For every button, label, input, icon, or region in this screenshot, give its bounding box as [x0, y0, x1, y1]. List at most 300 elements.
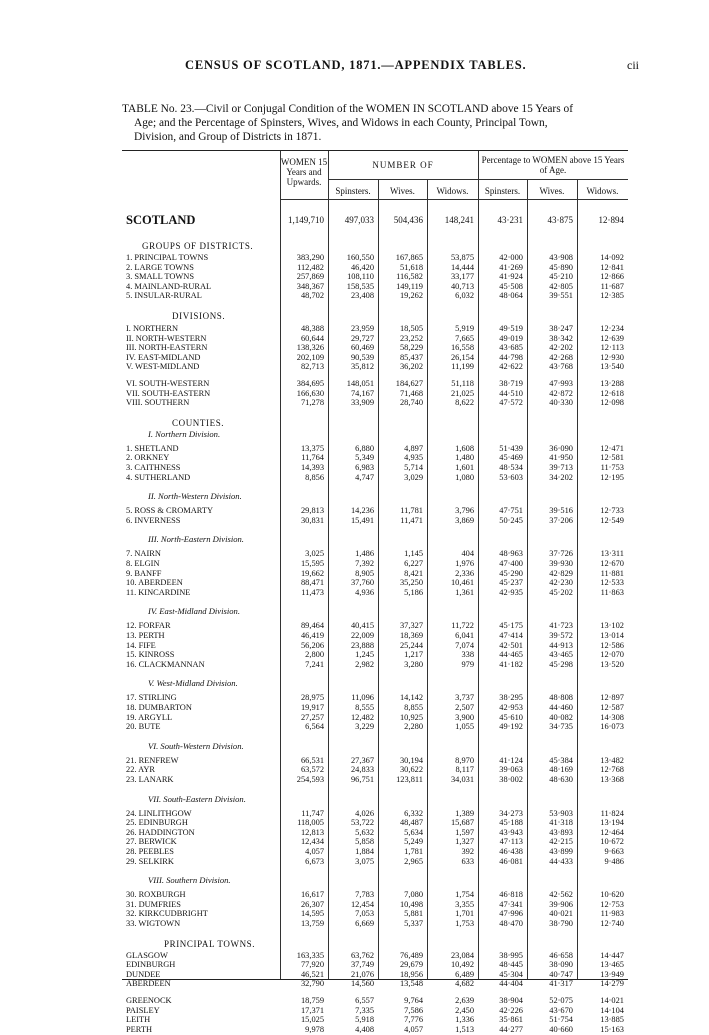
row-value: 48·630: [549, 775, 573, 784]
row-value: 82,713: [300, 362, 324, 372]
row-value: 11·753: [600, 463, 624, 472]
row-value: 8,970: [455, 755, 474, 765]
row-value: 6,041: [455, 631, 474, 640]
row-value: 46·438: [499, 847, 523, 856]
row-value: 45·610: [499, 712, 523, 722]
row-label: 24. LINLITHGOW: [126, 808, 192, 818]
row-value: 47·572: [499, 398, 523, 408]
row-value: 48·534: [499, 463, 523, 472]
table-row: [122, 713, 628, 723]
header-women: WOMEN 15 Years and Upwards.: [280, 157, 328, 187]
row-value: 392: [461, 847, 474, 856]
row-value: 34,031: [450, 775, 474, 784]
row-value: 1,217: [404, 650, 423, 660]
table-row: [122, 559, 628, 569]
row-value: 30,622: [399, 765, 423, 775]
row-value: 13·014: [600, 631, 624, 640]
row-value: 23,959: [350, 324, 374, 333]
row-label: 10. ABERDEEN: [126, 578, 183, 588]
row-value: 26,307: [300, 899, 324, 909]
row-value: 12·587: [600, 703, 624, 712]
table-row: [122, 919, 628, 929]
row-value: 44·460: [549, 703, 573, 712]
row-value: 116,582: [396, 272, 423, 282]
row-value: 2,639: [455, 996, 474, 1005]
row-value: 39·713: [549, 463, 573, 472]
row-value: 53·603: [499, 472, 523, 482]
row-value: 5,919: [455, 324, 474, 333]
page-title: CENSUS OF SCOTLAND, 1871.—APPENDIX TABLES.: [185, 58, 527, 72]
row-value: 45·237: [499, 578, 523, 588]
row-value: 38·247: [549, 324, 573, 333]
row-value: 158,535: [346, 281, 374, 291]
row-label: DUNDEE: [126, 969, 161, 979]
row-value: 37·726: [549, 549, 573, 559]
row-label: 23. LANARK: [126, 775, 174, 784]
row-value: 9·486: [604, 856, 624, 866]
row-value: 108,110: [347, 272, 374, 282]
row-value: 4,057: [404, 1024, 423, 1034]
row-label: 1. PRINCIPAL TOWNS: [126, 253, 209, 262]
table-row: [122, 900, 628, 910]
row-value: 3,900: [455, 712, 474, 722]
table-row: [122, 1025, 628, 1035]
row-label: PERTH: [126, 1024, 153, 1034]
row-label: 22. AYR: [126, 765, 156, 775]
row-label: PAISLEY: [126, 1005, 160, 1015]
table-row: [122, 960, 628, 970]
row-value: 48·470: [499, 919, 523, 928]
row-value: 13·368: [600, 775, 624, 784]
table-row: [122, 569, 628, 579]
row-value: 8,421: [404, 568, 423, 578]
row-label: IV. EAST-MIDLAND: [126, 352, 201, 362]
row-value: 38·790: [549, 919, 573, 928]
row-value: 9·663: [604, 847, 624, 856]
table-row: [122, 641, 628, 651]
row-value: 1,149,710: [288, 215, 324, 225]
table-row: [122, 334, 628, 344]
row-label: 18. DUMBARTON: [126, 703, 192, 712]
row-label: 27. BERWICK: [126, 837, 177, 847]
row-value: 41·182: [499, 659, 523, 669]
row-value: 7,335: [355, 1005, 374, 1015]
row-value: 1,884: [355, 847, 374, 856]
table-row: [122, 291, 628, 301]
page-number: cii: [627, 58, 639, 72]
division-heading: VI. South-Western Division.: [148, 740, 244, 751]
row-label: 12. FORFAR: [126, 621, 171, 631]
row-value: 47·400: [499, 559, 523, 568]
row-value: 184,627: [395, 379, 423, 388]
row-value: 13·540: [600, 362, 624, 372]
row-label: 1. SHETLAND: [126, 443, 179, 453]
row-label: III. NORTH-EASTERN: [126, 343, 208, 353]
row-value: 4,026: [355, 808, 374, 818]
row-label: 17. STIRLING: [126, 693, 177, 703]
row-value: 10·672: [600, 837, 624, 847]
table-row: [122, 444, 628, 454]
header-percentage: Percentage to WOMEN above 15 Years of Age.: [481, 155, 625, 175]
row-value: 46,521: [300, 969, 324, 979]
row-value: 9,764: [404, 996, 423, 1005]
row-value: 13·194: [600, 818, 624, 828]
section-heading: PRINCIPAL TOWNS.: [164, 938, 256, 949]
row-value: 1,781: [404, 847, 423, 856]
caption-line: TABLE No. 23.—Civil or Conjugal Condition of the WOMEN IN SCOTLAND above 15 Years of: [122, 103, 573, 115]
header-pct-spinsters: Spinsters.: [484, 186, 521, 196]
row-value: 4,897: [404, 443, 423, 453]
row-value: 633: [461, 856, 474, 866]
section-heading: COUNTIES.: [172, 417, 225, 428]
row-value: 24,833: [350, 765, 374, 775]
row-value: 12·670: [600, 559, 624, 568]
row-value: 44·510: [499, 388, 523, 398]
caption-line: Age; and the Percentage of Spinsters, Wives, and Widows in each County, Principal Town,: [134, 117, 548, 129]
row-label: 29. SELKIRK: [126, 856, 174, 866]
row-value: 44·433: [549, 856, 573, 866]
row-value: 66,531: [300, 755, 324, 765]
row-value: 12·549: [600, 515, 624, 525]
row-value: 45·298: [549, 659, 573, 669]
table-row: [122, 516, 628, 526]
row-value: 38·719: [499, 379, 523, 388]
table-row: [122, 951, 628, 961]
row-label: II. NORTH-WESTERN: [126, 333, 207, 343]
row-value: 21,025: [450, 388, 474, 398]
row-value: 5,632: [355, 827, 374, 837]
row-value: 6,332: [404, 808, 423, 818]
row-value: 39·906: [549, 899, 573, 909]
row-value: 42·805: [549, 281, 573, 291]
table-row: [122, 578, 628, 588]
row-value: 48,702: [300, 291, 324, 301]
row-value: 3,075: [355, 856, 374, 866]
row-value: 2,450: [455, 1005, 474, 1015]
row-value: 4,935: [404, 453, 423, 463]
table-row: [122, 996, 628, 1006]
row-value: 202,109: [296, 352, 324, 362]
row-value: 1,754: [455, 890, 474, 900]
row-value: 3,229: [355, 722, 374, 732]
row-label: SCOTLAND: [126, 215, 196, 225]
row-value: 34·735: [549, 722, 573, 732]
row-value: 1,080: [455, 472, 474, 482]
row-value: 42·562: [549, 890, 573, 900]
row-value: 7,392: [355, 559, 374, 568]
row-value: 14,236: [350, 506, 374, 516]
row-value: 38·904: [499, 996, 523, 1005]
row-value: 39·063: [499, 765, 523, 775]
row-value: 12,813: [300, 827, 324, 837]
division-heading: III. North-Eastern Division.: [148, 534, 244, 545]
row-value: 10,498: [399, 899, 423, 909]
row-value: 15,025: [300, 1015, 324, 1025]
row-value: 12·586: [600, 640, 624, 650]
row-value: 12·768: [600, 765, 624, 775]
row-value: 1,601: [455, 463, 474, 472]
table-row: [122, 549, 628, 559]
row-value: 14·092: [600, 253, 624, 262]
row-value: 7,665: [455, 333, 474, 343]
row-value: 13·102: [600, 621, 624, 631]
row-value: 1,486: [355, 549, 374, 559]
row-value: 32,790: [300, 979, 324, 989]
row-label: ABERDEEN: [126, 979, 171, 989]
header-wives: Wives.: [390, 186, 415, 196]
row-value: 1,145: [404, 549, 423, 559]
row-label: 20. BUTE: [126, 722, 161, 732]
row-label: 6. INVERNESS: [126, 515, 181, 525]
row-value: 25,244: [399, 640, 423, 650]
row-value: 12·841: [600, 262, 624, 272]
row-value: 45·508: [499, 281, 523, 291]
row-value: 18,759: [300, 996, 324, 1005]
row-value: 148,051: [346, 379, 374, 388]
row-value: 13,548: [399, 979, 423, 989]
row-value: 46·658: [549, 950, 573, 960]
row-value: 33,909: [350, 398, 374, 408]
row-label: 4. SUTHERLAND: [126, 472, 191, 482]
row-value: 40·021: [549, 909, 573, 919]
row-value: 138,326: [296, 343, 324, 353]
table-row: [122, 722, 628, 732]
row-value: 45·210: [549, 272, 573, 282]
row-value: 45·890: [549, 262, 573, 272]
row-value: 383,290: [296, 253, 324, 262]
row-value: 12·234: [600, 324, 624, 333]
row-value: 404: [461, 549, 474, 559]
row-value: 18,956: [399, 969, 423, 979]
row-value: 41·723: [549, 621, 573, 631]
table-row: [122, 272, 628, 282]
row-value: 51,618: [399, 262, 423, 272]
row-value: 45·175: [499, 621, 523, 631]
header-number-of: NUMBER OF: [372, 160, 434, 170]
table-row: [122, 631, 628, 641]
row-value: 10·620: [600, 890, 624, 900]
row-value: 36,202: [399, 362, 423, 372]
row-value: 41·950: [549, 453, 573, 463]
row-value: 28,740: [399, 398, 423, 408]
row-label: 2. ORKNEY: [126, 453, 170, 463]
row-value: 37,760: [350, 578, 374, 588]
row-value: 90,539: [350, 352, 374, 362]
row-label: 4. MAINLAND-RURAL: [126, 281, 212, 291]
row-value: 48·808: [549, 693, 573, 703]
row-value: 44·465: [499, 650, 523, 660]
row-value: 43·670: [549, 1005, 573, 1015]
row-value: 29,727: [350, 333, 374, 343]
row-label: LEITH: [126, 1015, 151, 1025]
row-value: 43·768: [549, 362, 573, 372]
row-value: 42·935: [499, 587, 523, 597]
row-value: 41·124: [499, 755, 523, 765]
row-value: 41·317: [549, 979, 573, 989]
division-heading: I. Northern Division.: [148, 428, 221, 439]
row-value: 40·082: [549, 712, 573, 722]
row-value: 42·000: [499, 253, 523, 262]
row-value: 3,796: [455, 506, 474, 516]
row-value: 13·482: [600, 755, 624, 765]
row-value: 48,487: [399, 818, 423, 828]
row-value: 5,881: [404, 909, 423, 919]
row-value: 14,393: [300, 463, 324, 472]
row-value: 112,482: [297, 262, 324, 272]
table-row: [122, 324, 628, 334]
row-value: 47·341: [499, 899, 523, 909]
row-value: 38·995: [499, 950, 523, 960]
row-value: 45·188: [499, 818, 523, 828]
row-value: 11,471: [400, 515, 423, 525]
row-value: 96,751: [350, 775, 374, 784]
row-value: 163,335: [296, 950, 324, 960]
row-value: 16,617: [300, 890, 324, 900]
row-value: 11,764: [301, 453, 324, 463]
row-value: 1,976: [455, 559, 474, 568]
row-value: 40,415: [350, 621, 374, 631]
row-value: 118,005: [297, 818, 324, 828]
table-row: [122, 693, 628, 703]
row-value: 7,074: [455, 640, 474, 650]
row-value: 60,644: [300, 333, 324, 343]
row-value: 8,855: [404, 703, 423, 712]
row-value: 22,009: [350, 631, 374, 640]
row-value: 44·404: [499, 979, 523, 989]
row-value: 348,367: [296, 281, 324, 291]
row-value: 13·949: [600, 969, 624, 979]
row-value: 39·572: [549, 631, 573, 640]
table-row: [122, 588, 628, 598]
row-value: 3,869: [455, 515, 474, 525]
row-label: 5. INSULAR-RURAL: [126, 291, 202, 301]
row-label: 33. WIGTOWN: [126, 919, 181, 928]
row-value: 12,482: [350, 712, 374, 722]
row-value: 53,875: [450, 253, 474, 262]
row-value: 58,229: [399, 343, 423, 353]
row-value: 45·304: [499, 969, 523, 979]
row-value: 48·169: [549, 765, 573, 775]
row-value: 51·439: [499, 443, 523, 453]
row-value: 13·465: [600, 960, 624, 970]
row-value: 46·818: [499, 890, 523, 900]
row-value: 12·930: [600, 352, 624, 362]
row-value: 47·996: [499, 909, 523, 919]
row-label: 31. DUMFRIES: [126, 899, 181, 909]
row-value: 12·464: [600, 827, 624, 837]
row-value: 338: [461, 650, 474, 660]
table-row: [122, 379, 628, 389]
row-value: 43·908: [549, 253, 573, 262]
row-label: 14. FIFE: [126, 640, 156, 650]
row-label: EDINBURGH: [126, 960, 176, 970]
row-value: 44·277: [499, 1024, 523, 1034]
row-label: 26. HADDINGTON: [126, 827, 195, 837]
table-row: [122, 343, 628, 353]
row-value: 12·897: [600, 693, 624, 703]
row-value: 18,369: [399, 631, 423, 640]
table-row: [122, 837, 628, 847]
row-value: 10,461: [450, 578, 474, 588]
row-value: 5,918: [355, 1015, 374, 1025]
table-row: [122, 506, 628, 516]
row-value: 6,564: [305, 722, 324, 732]
table-row: [122, 650, 628, 660]
row-value: 43·875: [547, 215, 573, 225]
row-value: 41·269: [499, 262, 523, 272]
row-value: 11,722: [451, 621, 474, 631]
row-value: 43·465: [549, 650, 573, 660]
row-value: 40,713: [450, 281, 474, 291]
row-value: 12·866: [600, 272, 624, 282]
header-rule: [328, 179, 628, 180]
row-value: 13,759: [300, 919, 324, 928]
row-value: 148,241: [444, 215, 474, 225]
row-value: 43·899: [549, 847, 573, 856]
row-value: 29,679: [399, 960, 423, 970]
row-value: 8,555: [355, 703, 374, 712]
row-label: 19. ARGYLL: [126, 712, 173, 722]
row-value: 12·471: [600, 443, 624, 453]
row-value: 166,630: [296, 388, 324, 398]
row-value: 160,550: [346, 253, 374, 262]
row-value: 12·195: [600, 472, 624, 482]
table-row: [122, 473, 628, 483]
row-value: 12·618: [600, 388, 624, 398]
division-heading: II. North-Western Division.: [148, 491, 242, 502]
row-label: 30. ROXBURGH: [126, 890, 186, 900]
row-value: 11·983: [600, 909, 624, 919]
row-label: 3. CAITHNESS: [126, 463, 181, 472]
row-value: 12,454: [350, 899, 374, 909]
row-value: 167,865: [395, 253, 423, 262]
section-heading: DIVISIONS.: [172, 311, 226, 321]
row-value: 1,597: [455, 827, 474, 837]
row-value: 12·113: [600, 343, 624, 353]
row-value: 35,812: [350, 362, 374, 372]
row-value: 14,444: [450, 262, 474, 272]
row-value: 7,776: [404, 1015, 423, 1025]
table-row: [122, 621, 628, 631]
row-value: 39·516: [549, 506, 573, 516]
row-value: 14·021: [600, 996, 624, 1005]
row-value: 12·753: [600, 899, 624, 909]
row-value: 6,227: [404, 559, 423, 568]
row-value: 6,032: [455, 291, 474, 301]
row-value: 254,593: [296, 775, 324, 784]
header-widows: Widows.: [436, 186, 469, 196]
row-value: 504,436: [393, 215, 423, 225]
row-label: 13. PERTH: [126, 631, 165, 640]
row-label: 11. KINCARDINE: [126, 587, 191, 597]
row-value: 14·279: [600, 979, 624, 989]
row-value: 12·733: [600, 506, 624, 516]
row-value: 12·581: [600, 453, 624, 463]
table-row: [122, 398, 628, 408]
row-value: 5,337: [404, 919, 423, 928]
row-value: 28,975: [300, 693, 324, 703]
row-value: 4,408: [355, 1024, 374, 1034]
row-value: 42·226: [499, 1005, 523, 1015]
row-value: 14·308: [600, 712, 624, 722]
row-label: VIII. SOUTHERN: [126, 398, 190, 408]
row-value: 12,434: [300, 837, 324, 847]
row-value: 11·824: [600, 808, 624, 818]
row-value: 48·445: [499, 960, 523, 970]
header-rule: [280, 199, 628, 200]
row-value: 13·885: [600, 1015, 624, 1025]
row-value: 35·861: [499, 1015, 523, 1025]
